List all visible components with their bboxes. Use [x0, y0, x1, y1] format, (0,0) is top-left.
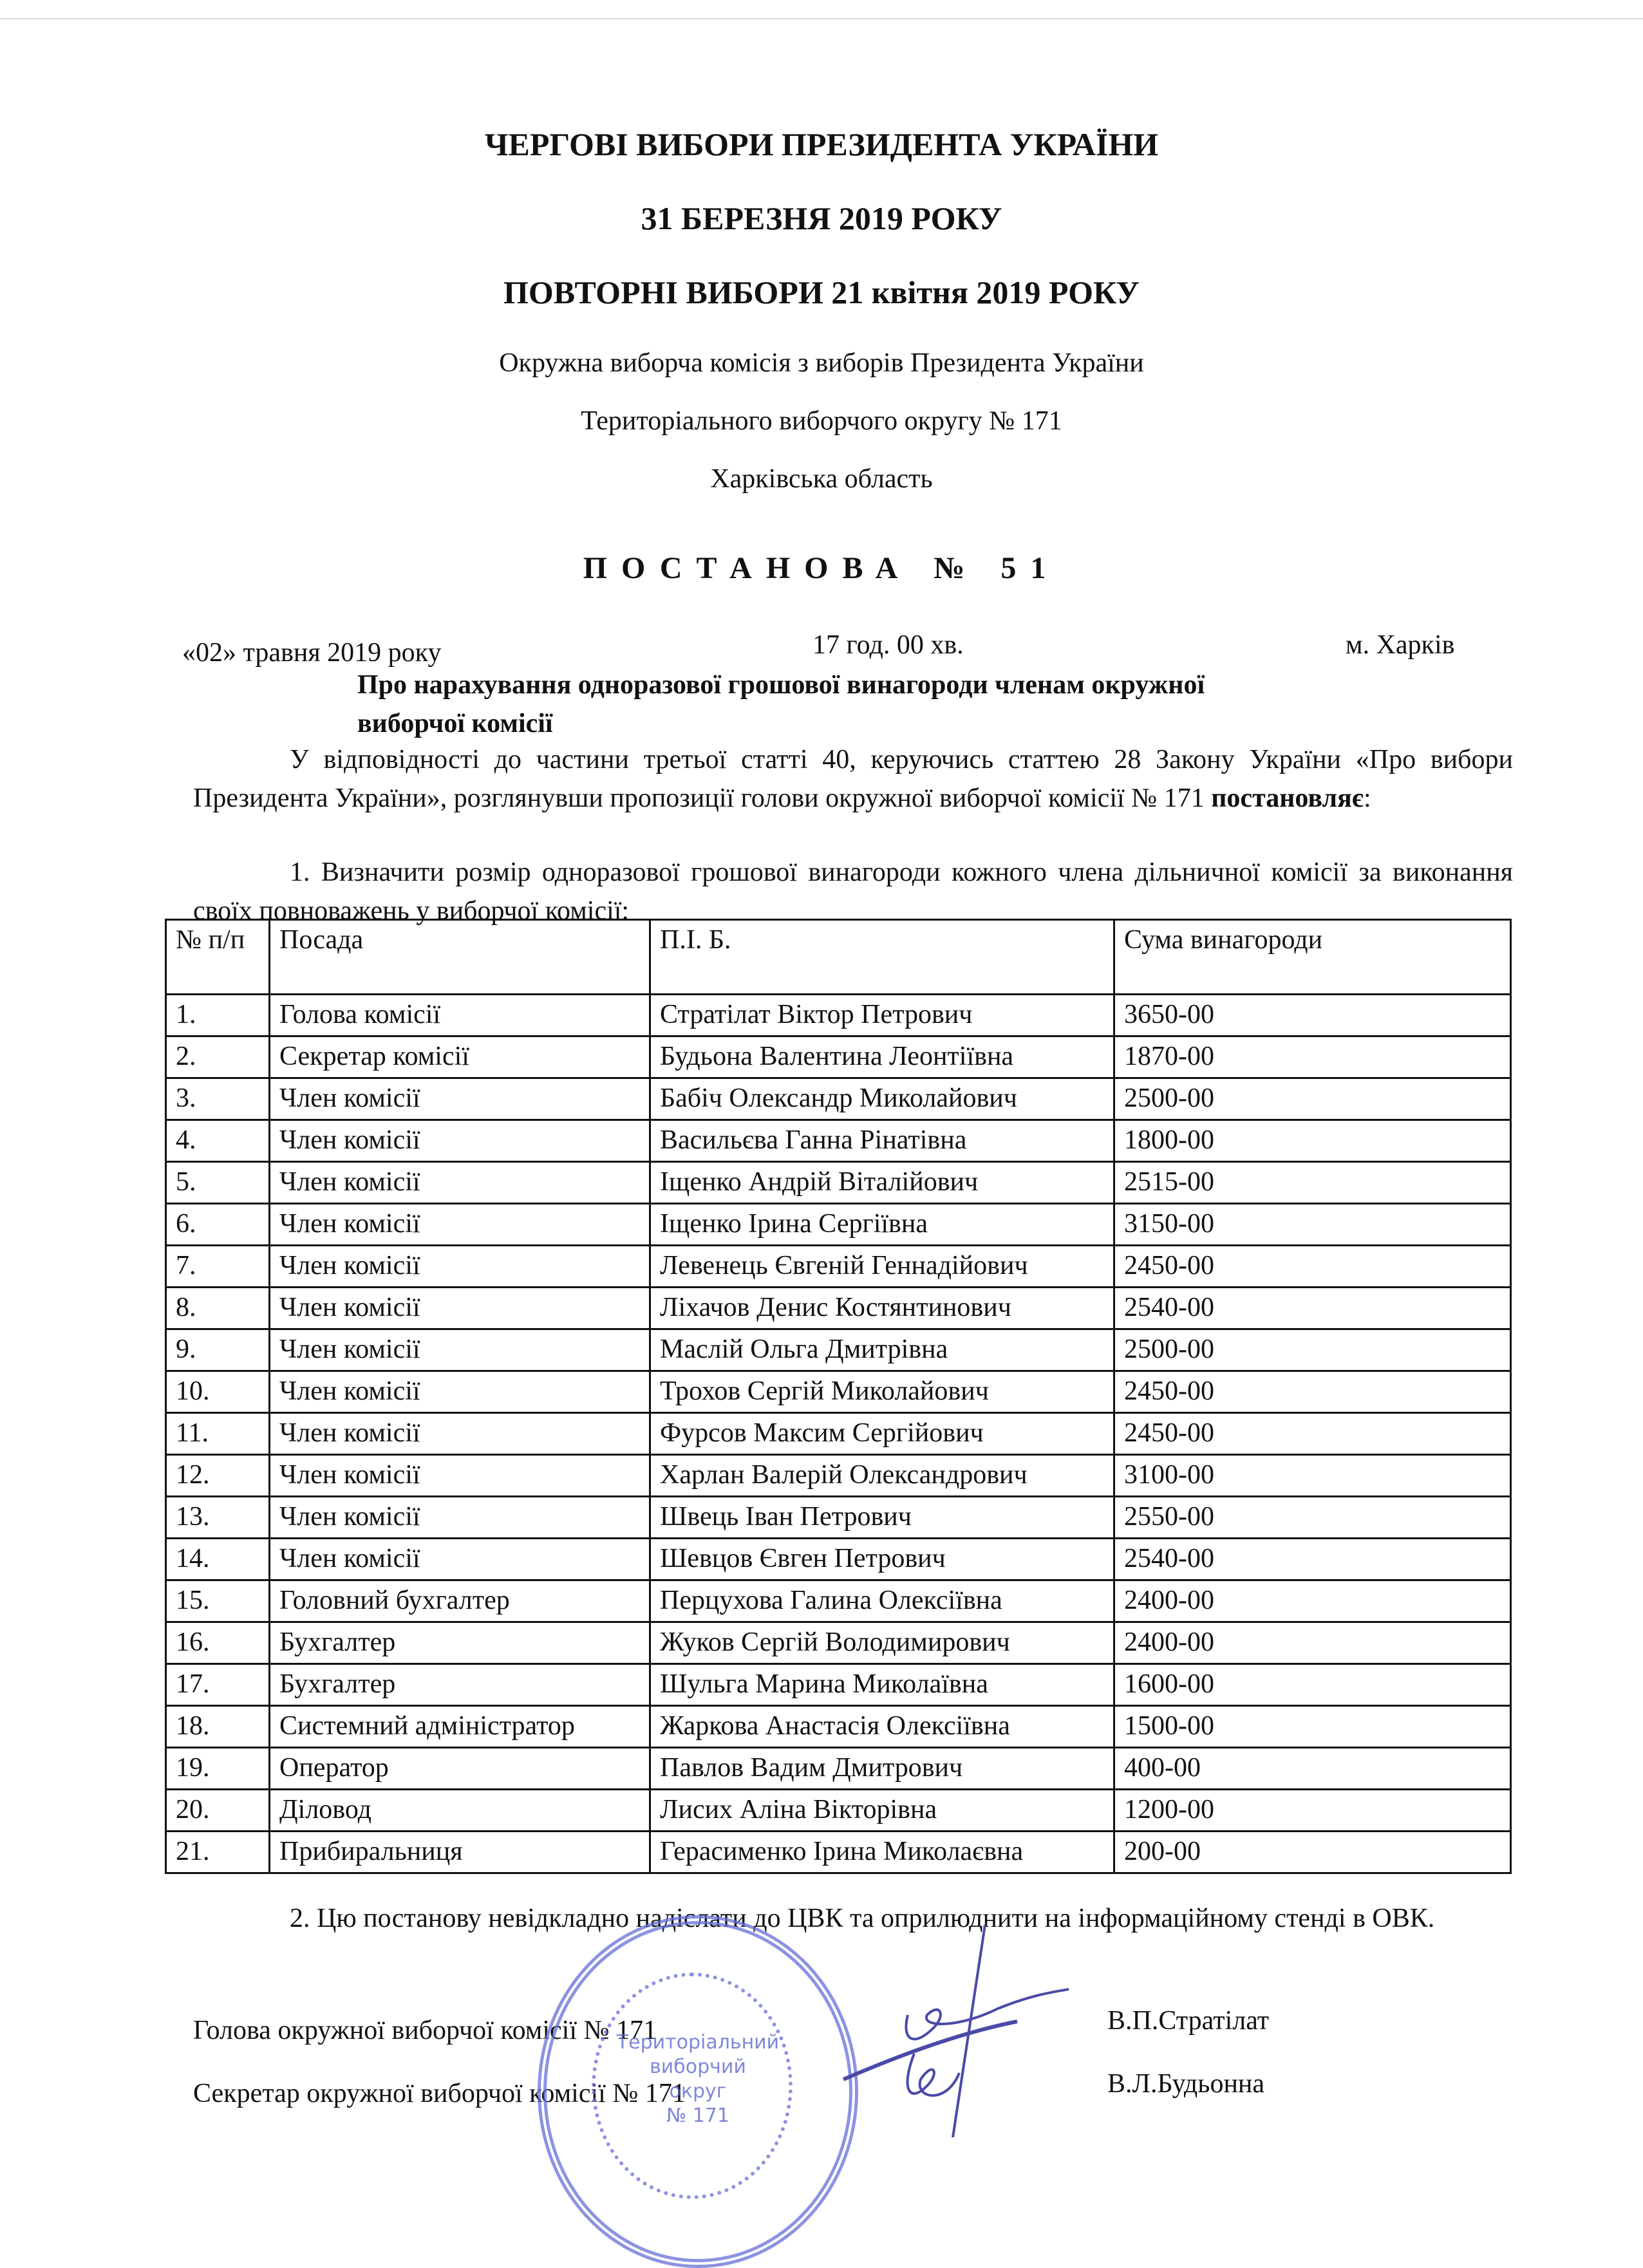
- table-row: [166, 1832, 1511, 1873]
- item-1-paragraph: 1. Визначити розмір одноразової грошової винагороди кожного члена дільничної комісії за виконання своїх повноважень у виборчої комісії:: [193, 858, 1513, 926]
- cell-position: Член комісії: [270, 1078, 650, 1120]
- cell-reward-amount: 1600-00: [1114, 1664, 1511, 1706]
- table-row: [166, 1162, 1511, 1204]
- cell-position: Бухгалтер: [270, 1622, 650, 1664]
- cell-position: Бухгалтер: [270, 1664, 650, 1706]
- header-line-1: ЧЕРГОВІ ВИБОРИ ПРЕЗИДЕНТА УКРАЇНИ: [484, 126, 1159, 162]
- resolution-subject-line-1: Про нарахування одноразової грошової винагороди членам окружної: [357, 670, 1205, 700]
- cell-number: 3.: [166, 1078, 270, 1120]
- table-row: [166, 1288, 1511, 1329]
- cell-position: Член комісії: [270, 1371, 650, 1413]
- cell-position: Член комісії: [270, 1162, 650, 1204]
- table-row: [166, 1246, 1511, 1288]
- table-row: [166, 1622, 1511, 1664]
- resolution-time: 17 год. 00 хв.: [812, 630, 964, 660]
- cell-full-name: Іщенко Андрій Віталійович: [650, 1162, 1114, 1204]
- header-line-4: Окружна виборча комісія з виборів Президента України: [499, 348, 1144, 378]
- cell-reward-amount: 400-00: [1114, 1748, 1511, 1790]
- cell-reward-amount: 2550-00: [1114, 1497, 1511, 1539]
- table-row: [166, 1455, 1511, 1497]
- table-row: [166, 1036, 1511, 1078]
- table-row: [166, 1204, 1511, 1246]
- cell-full-name: Перцухова Галина Олексіївна: [650, 1580, 1114, 1622]
- cell-full-name: Васильєва Ганна Рінатівна: [650, 1120, 1114, 1162]
- cell-position: Член комісії: [270, 1288, 650, 1329]
- cell-position: Оператор: [270, 1748, 650, 1790]
- cell-full-name: Трохов Сергій Миколайович: [650, 1371, 1114, 1413]
- cell-full-name: Герасименко Ірина Миколаєвна: [650, 1832, 1114, 1873]
- preamble-colon: :: [1363, 783, 1371, 813]
- cell-full-name: Маслій Ольга Дмитрівна: [650, 1329, 1114, 1371]
- cell-number: 4.: [166, 1120, 270, 1162]
- cell-number: 7.: [166, 1246, 270, 1288]
- cell-reward-amount: 2450-00: [1114, 1413, 1511, 1455]
- header-line-5: Територіального виборчого округу № 171: [581, 406, 1062, 436]
- cell-number: 9.: [166, 1329, 270, 1371]
- preamble-text: У відповідності до частини третьої статті 40, керуючись статтею 28 Закону України «Про вибори Президента України», розглянувши пропозиції голови окружної виборчої комісії № 171: [193, 745, 1513, 813]
- header-line-2: 31 БЕРЕЗНЯ 2019 РОКУ: [641, 200, 1002, 236]
- cell-full-name: Левенець Євгеній Геннадійович: [650, 1246, 1114, 1288]
- seal-center-line-4: № 171: [666, 2104, 729, 2127]
- cell-full-name: Швець Іван Петрович: [650, 1497, 1114, 1539]
- table-row: [166, 1120, 1511, 1162]
- cell-full-name: Жаркова Анастасія Олексіївна: [650, 1706, 1114, 1748]
- head-name: В.П.Стратілат: [1107, 2006, 1270, 2036]
- table-row: [166, 1497, 1511, 1539]
- table-row: [166, 1580, 1511, 1622]
- header-line-3: ПОВТОРНІ ВИБОРИ 21 квітня 2019 РОКУ: [503, 274, 1140, 310]
- cell-number: 12.: [166, 1455, 270, 1497]
- cell-full-name: Лисих Аліна Вікторівна: [650, 1790, 1114, 1832]
- cell-full-name: Павлов Вадим Дмитрович: [650, 1748, 1114, 1790]
- cell-number: 6.: [166, 1204, 270, 1246]
- cell-reward-amount: 2540-00: [1114, 1539, 1511, 1580]
- cell-full-name: Будьона Валентина Леонтіївна: [650, 1036, 1114, 1078]
- table-body: [166, 995, 1511, 1873]
- cell-reward-amount: 2400-00: [1114, 1622, 1511, 1664]
- cell-position: Член комісії: [270, 1539, 650, 1580]
- cell-reward-amount: 2450-00: [1114, 1371, 1511, 1413]
- cell-reward-amount: 1200-00: [1114, 1790, 1511, 1832]
- table-row: [166, 1748, 1511, 1790]
- cell-number: 19.: [166, 1748, 270, 1790]
- head-signature-label: Голова окружної виборчої комісії № 171: [193, 2016, 657, 2045]
- table-row: [166, 1539, 1511, 1580]
- resolution-date: «02» травня 2019 року: [182, 638, 442, 668]
- seal-center-line-1: Територіальний: [616, 2031, 780, 2054]
- secretary-name: В.Л.Будьонна: [1107, 2069, 1265, 2099]
- cell-reward-amount: 3650-00: [1114, 995, 1511, 1036]
- cell-number: 5.: [166, 1162, 270, 1204]
- cell-position: Головний бухгалтер: [270, 1580, 650, 1622]
- header-position: Посада: [270, 920, 650, 995]
- table-row: [166, 1078, 1511, 1120]
- table-header-row: [166, 920, 1511, 995]
- cell-reward-amount: 2400-00: [1114, 1580, 1511, 1622]
- cell-full-name: Іщенко Ірина Сергіївна: [650, 1204, 1114, 1246]
- resolution-title: ПОСТАНОВА № 51: [583, 551, 1060, 585]
- cell-number: 2.: [166, 1036, 270, 1078]
- cell-reward-amount: 200-00: [1114, 1832, 1511, 1873]
- cell-position: Член комісії: [270, 1120, 650, 1162]
- cell-number: 18.: [166, 1706, 270, 1748]
- header-number: № п/п: [166, 920, 270, 995]
- cell-reward-amount: 2515-00: [1114, 1162, 1511, 1204]
- cell-reward-amount: 2500-00: [1114, 1078, 1511, 1120]
- cell-reward-amount: 2500-00: [1114, 1329, 1511, 1371]
- table-row: [166, 1706, 1511, 1748]
- cell-number: 11.: [166, 1413, 270, 1455]
- cell-reward-amount: 1870-00: [1114, 1036, 1511, 1078]
- cell-number: 21.: [166, 1832, 270, 1873]
- cell-position: Секретар комісії: [270, 1036, 650, 1078]
- cell-number: 10.: [166, 1371, 270, 1413]
- cell-reward-amount: 3100-00: [1114, 1455, 1511, 1497]
- cell-full-name: Фурсов Максим Сергійович: [650, 1413, 1114, 1455]
- header-line-6: Харківська область: [710, 464, 933, 494]
- rewards-table: [165, 919, 1512, 1874]
- cell-number: 13.: [166, 1497, 270, 1539]
- cell-position: Системний адміністратор: [270, 1706, 650, 1748]
- item-2-paragraph: 2. Цю постанову невідкладно надіслати до ЦВК та оприлюднити на інформаційному стенді в ОВК.: [290, 1904, 1435, 1933]
- cell-reward-amount: 2540-00: [1114, 1288, 1511, 1329]
- header-full-name: П.І. Б.: [650, 920, 1114, 995]
- cell-position: Голова комісії: [270, 995, 650, 1036]
- cell-position: Прибиральниця: [270, 1832, 650, 1873]
- cell-position: Член комісії: [270, 1413, 650, 1455]
- header-reward-amount: Сума винагороди: [1114, 920, 1511, 995]
- cell-number: 16.: [166, 1622, 270, 1664]
- preamble-paragraph: [193, 740, 1513, 818]
- cell-number: 20.: [166, 1790, 270, 1832]
- table-row: [166, 1664, 1511, 1706]
- cell-number: 15.: [166, 1580, 270, 1622]
- table-row: [166, 1371, 1511, 1413]
- cell-position: Член комісії: [270, 1455, 650, 1497]
- official-seal: [538, 1915, 858, 2268]
- preamble-decides: постановляє: [1211, 783, 1364, 813]
- table-row: [166, 995, 1511, 1036]
- seal-center-line-2: виборчий: [650, 2056, 746, 2078]
- cell-full-name: Стратілат Віктор Петрович: [650, 995, 1114, 1036]
- cell-position: Член комісії: [270, 1204, 650, 1246]
- cell-number: 1.: [166, 995, 270, 1036]
- resolution-place: м. Харків: [1346, 630, 1455, 660]
- cell-full-name: Жуков Сергій Володимирович: [650, 1622, 1114, 1664]
- cell-position: Член комісії: [270, 1246, 650, 1288]
- cell-number: 8.: [166, 1288, 270, 1329]
- cell-reward-amount: 1500-00: [1114, 1706, 1511, 1748]
- resolution-subject-line-2: виборчої комісії: [357, 709, 553, 738]
- handwritten-signatures-icon: [837, 1918, 1107, 2150]
- table-row: [166, 1329, 1511, 1371]
- cell-position: Діловод: [270, 1790, 650, 1832]
- cell-number: 14.: [166, 1539, 270, 1580]
- table-row: [166, 1413, 1511, 1455]
- cell-full-name: Харлан Валерій Олександрович: [650, 1455, 1114, 1497]
- secretary-signature-label: Секретар окружної виборчої комісії № 171: [193, 2079, 686, 2108]
- cell-reward-amount: 1800-00: [1114, 1120, 1511, 1162]
- cell-full-name: Бабіч Олександр Миколайович: [650, 1078, 1114, 1120]
- cell-reward-amount: 3150-00: [1114, 1204, 1511, 1246]
- cell-full-name: Шульга Марина Миколаївна: [650, 1664, 1114, 1706]
- seal-center-line-3: округ: [669, 2080, 727, 2103]
- cell-reward-amount: 2450-00: [1114, 1246, 1511, 1288]
- cell-number: 17.: [166, 1664, 270, 1706]
- cell-position: Член комісії: [270, 1497, 650, 1539]
- cell-position: Член комісії: [270, 1329, 650, 1371]
- cell-full-name: Ліхачов Денис Костянтинович: [650, 1288, 1114, 1329]
- cell-full-name: Шевцов Євген Петрович: [650, 1539, 1114, 1580]
- scan-edge-line: [0, 18, 1643, 19]
- table-row: [166, 1790, 1511, 1832]
